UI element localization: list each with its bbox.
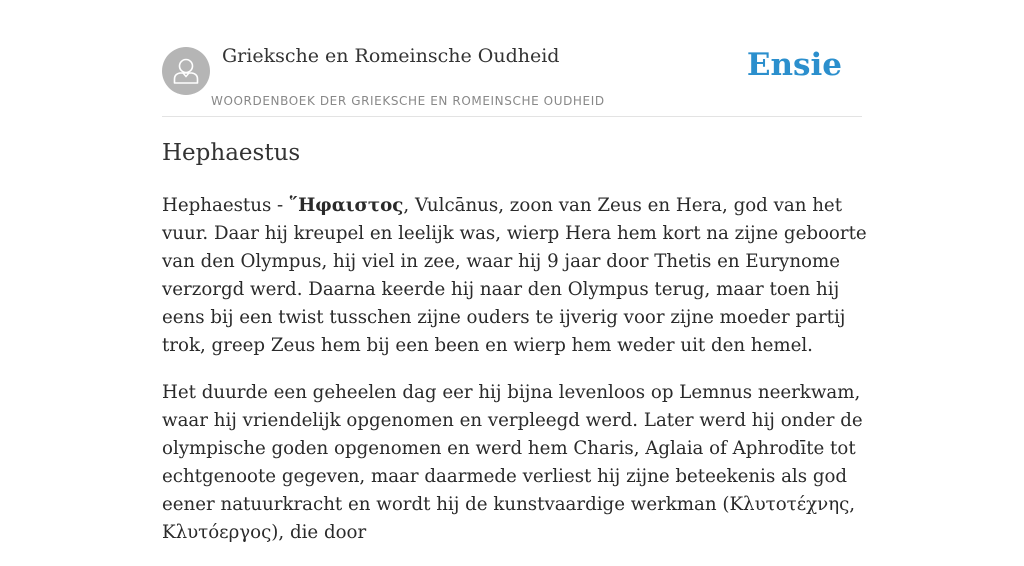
entry-lead: Hephaestus - <box>162 195 289 216</box>
entry-title: Hephaestus <box>162 140 301 166</box>
entry-paragraph-1-text: , Vulcānus, zoon van Zeus en Hera, god van het vuur. Daar hij kreupel en leelijk was, wierp Hera hem kort na zijne geboorte van den Olympus, hij viel in zee, waar hij 9 jaar door Thetis en Eurynome verzorgd werd. Daarna keerde hij naar den Olympus terug, maar toen hij eens bij een twist tusschen zijne ouders te ijverig voor zijne moeder partij trok, greep Zeus hem bij een been en wierp hem weder uit den hemel. <box>162 195 867 356</box>
book-subtitle: WOORDENBOEK DER GRIEKSCHE EN ROMEINSCHE OUDHEID <box>211 94 605 108</box>
book-title[interactable]: Grieksche en Romeinsche Oudheid <box>222 45 560 67</box>
site-header <box>162 0 862 117</box>
ensie-logo-link[interactable]: Ensie <box>746 47 842 83</box>
page-container <box>162 0 867 543</box>
entry-paragraph-1 <box>162 192 868 360</box>
entry-body <box>162 192 868 566</box>
entry-paragraph-2: Het duurde een geheelen dag eer hij bijna levenloos op Lemnus neerkwam, waar hij vriendelijk opgenomen en verpleegd werd. Later werd hij onder de olympische goden opgenomen en werd hem Charis, Aglaia of Aphrodīte tot echtgenoote gegeven, maar daarmede verliest hij zijne beteekenis als god eener natuurkracht en wordt hij de kunstvaardige werkman (Κλυτοτέχνης, Κλυτόεργος), die door <box>162 382 863 543</box>
greek-name: ῞Ηφαιστος <box>288 195 404 216</box>
user-avatar-icon[interactable] <box>162 47 210 95</box>
person-outline-icon <box>162 47 210 95</box>
